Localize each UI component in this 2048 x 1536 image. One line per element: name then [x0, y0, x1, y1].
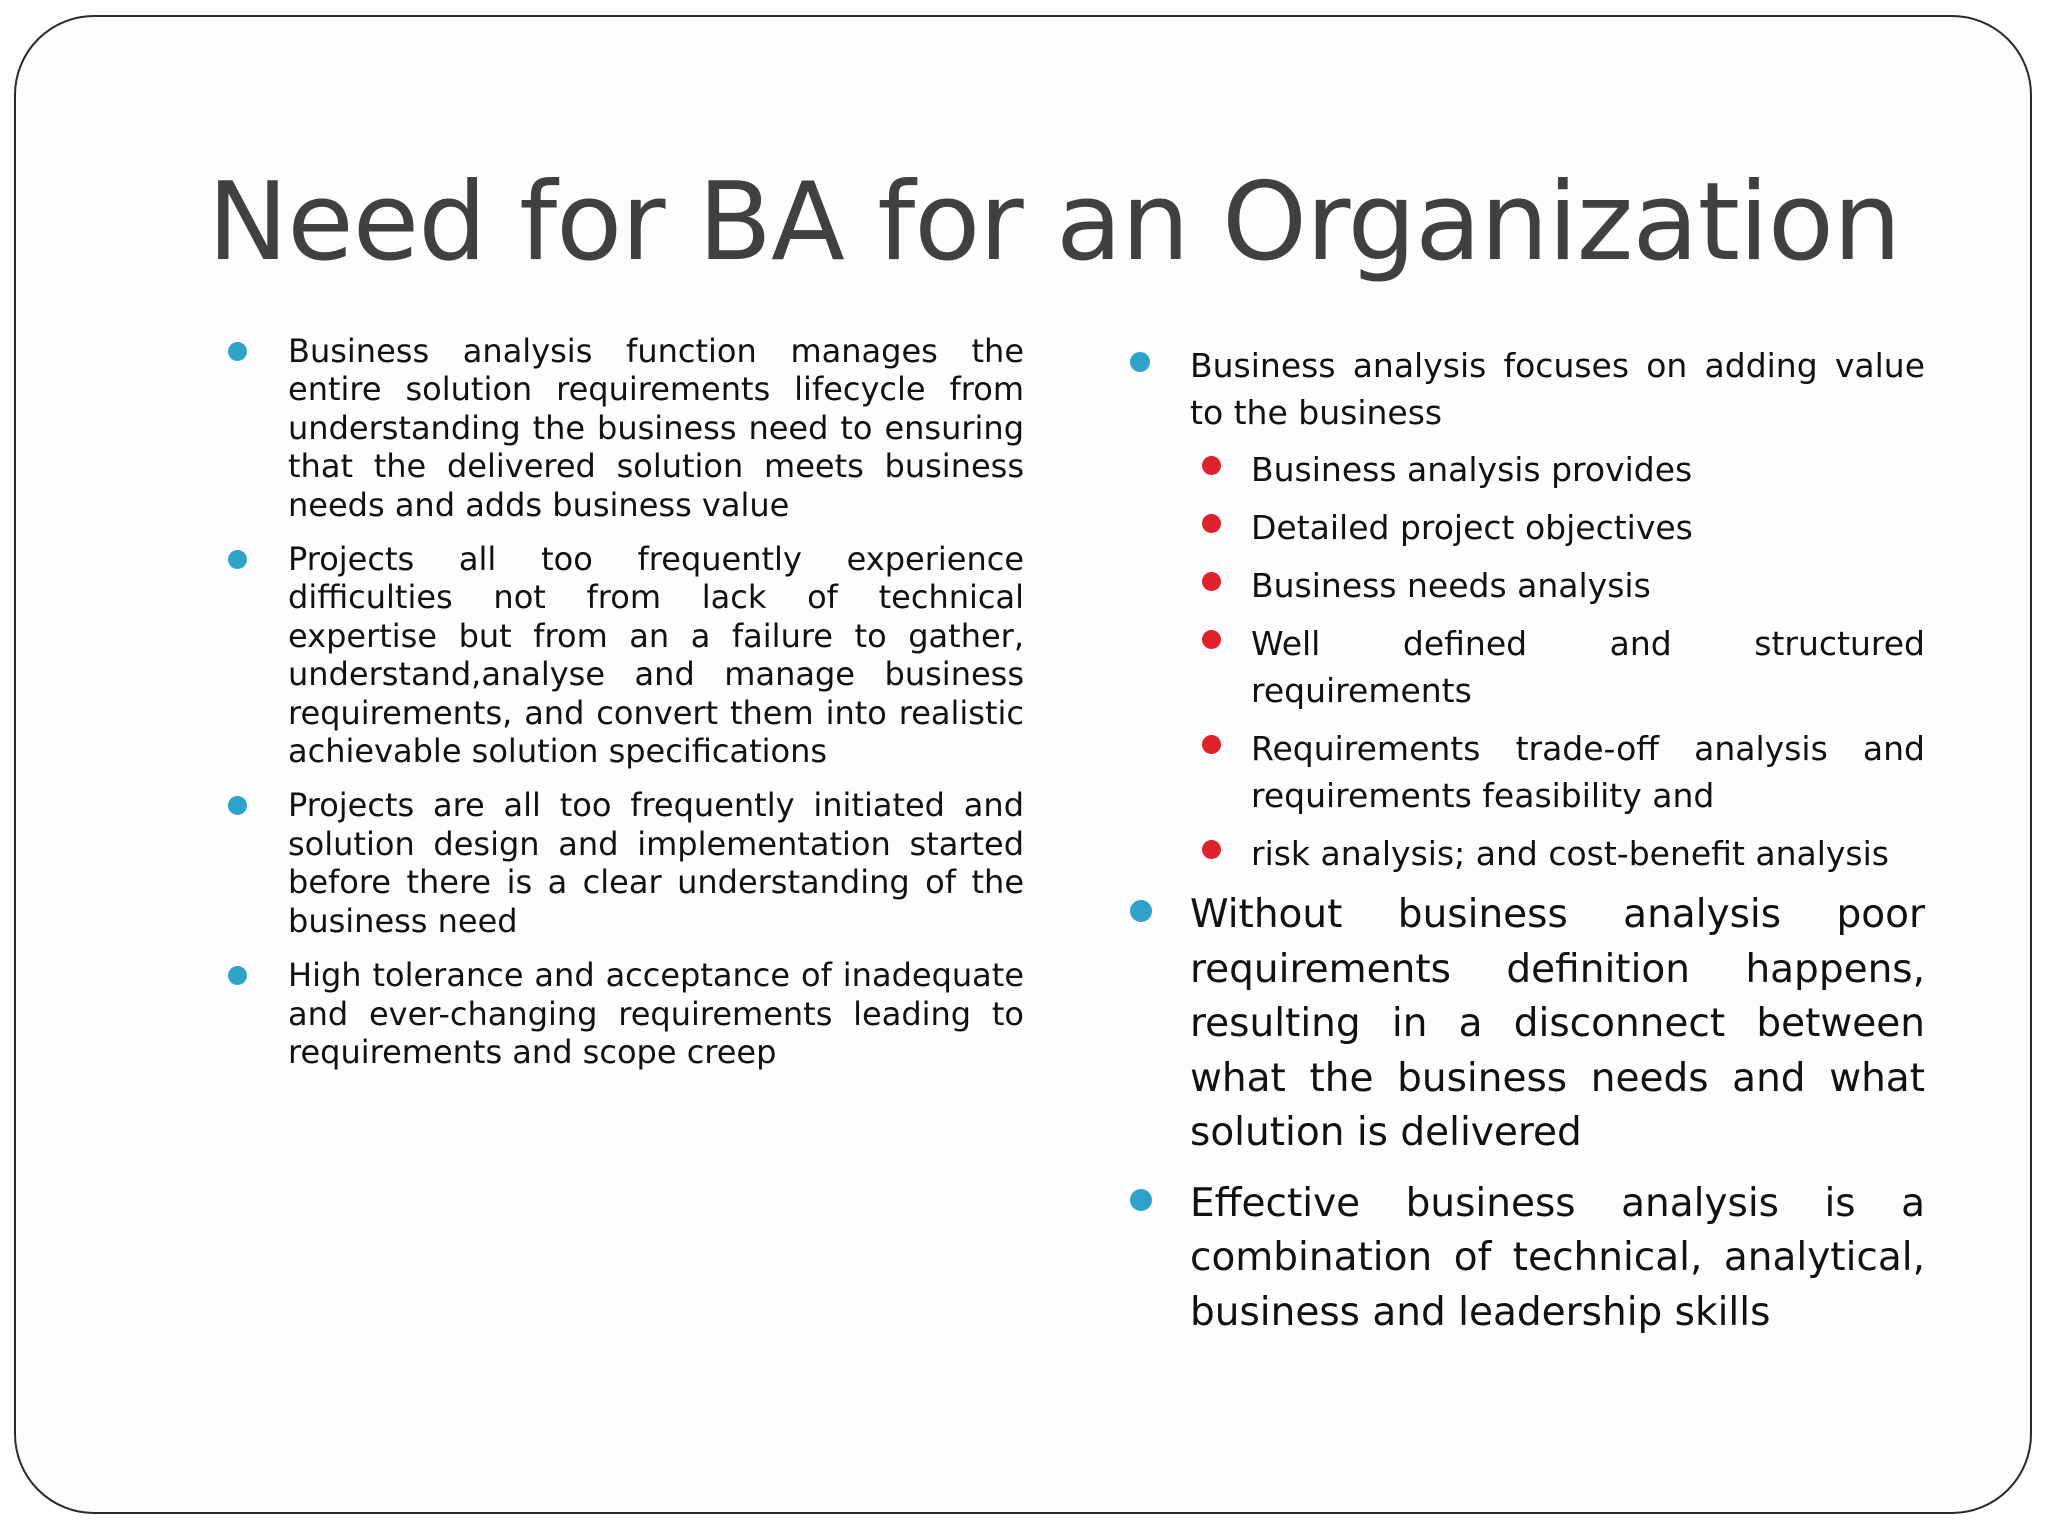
list-item-text: Effective business analysis is a combination of technical, analytical, business and leadership skills — [1190, 1180, 1925, 1335]
bullet-dot-icon — [228, 966, 247, 985]
sub-list-item — [1130, 620, 1925, 714]
sub-list-item-text: Business needs analysis — [1251, 566, 1651, 605]
sub-bullet-dot-icon — [1202, 630, 1221, 649]
slide-title: Need for BA for an Organization — [207, 160, 1901, 285]
list-item-text: Business analysis focuses on adding value to the business — [1190, 346, 1925, 432]
bullet-dot-icon — [1130, 352, 1150, 372]
bullet-dot-icon — [228, 342, 247, 361]
sub-list-item — [1130, 446, 1925, 493]
list-item — [228, 786, 1024, 940]
sub-list-item-text: Detailed project objectives — [1251, 508, 1693, 547]
sub-bullet-dot-icon — [1202, 840, 1221, 859]
list-item-text: Projects all too frequently experience difficulties not from lack of technical expertise but from an a failure to gather, understand,analyse and manage business requirements, and convert them into realistic achievable solution specifications — [288, 540, 1024, 771]
sub-list-item — [1130, 504, 1925, 551]
sub-bullet-dot-icon — [1202, 514, 1221, 533]
left-bullet-list — [228, 332, 1024, 1071]
list-item-text: Projects are all too frequently initiated and solution design and implementation started before there is a clear understanding of the business need — [288, 786, 1024, 940]
bullet-dot-icon — [228, 796, 247, 815]
sub-bullet-dot-icon — [1202, 735, 1221, 754]
sub-list-item-text: Requirements trade-off analysis and requirements feasibility and — [1251, 729, 1925, 815]
list-item — [228, 332, 1024, 524]
bullet-dot-icon — [1130, 900, 1152, 922]
sub-bullet-dot-icon — [1202, 572, 1221, 591]
list-item — [228, 540, 1024, 770]
bullet-dot-icon — [1130, 1189, 1152, 1211]
sub-list-item — [1130, 562, 1925, 609]
list-item-intro — [1130, 342, 1925, 436]
sub-list-item — [1130, 725, 1925, 819]
sub-list-item-text: Well defined and structured requirements — [1251, 624, 1925, 710]
list-item-conclusion — [1130, 888, 1925, 1161]
left-column — [228, 332, 1024, 1087]
list-item-text: Without business analysis poor requirements definition happens, resulting in a disconnect between what the business needs and what solution is delivered — [1190, 892, 1925, 1155]
sub-list-item-text: Business analysis provides — [1251, 450, 1693, 489]
sub-bullet-dot-icon — [1202, 456, 1221, 475]
sub-list-item-text: risk analysis; and cost-benefit analysis — [1251, 834, 1889, 873]
list-item-conclusion — [1130, 1177, 1925, 1341]
list-item-text: High tolerance and acceptance of inadequate and ever-changing requirements leading to requirements and scope creep — [288, 956, 1024, 1071]
list-item — [228, 956, 1024, 1071]
list-item-text: Business analysis function manages the entire solution requirements lifecycle from understanding the business need to ensuring that the delivered solution meets business needs and adds business value — [288, 332, 1024, 524]
right-bullet-list — [1130, 342, 1925, 1340]
bullet-dot-icon — [228, 550, 247, 569]
sub-list-item — [1130, 830, 1925, 877]
right-column — [1130, 342, 1925, 1356]
